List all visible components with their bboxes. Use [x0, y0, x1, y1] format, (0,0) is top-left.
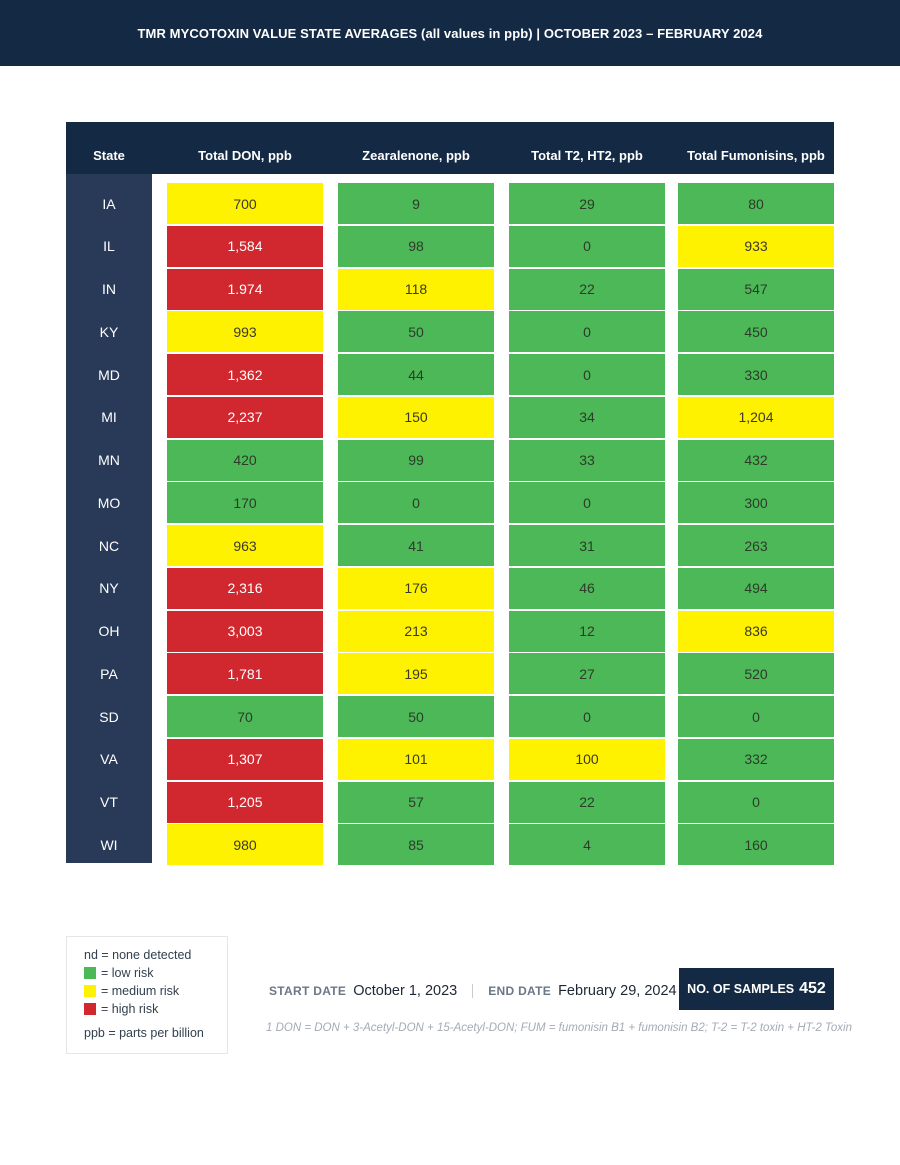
zearalenone-cell: 195: [338, 653, 494, 694]
state-cell: VA: [100, 751, 118, 768]
zearalenone-cell: 176: [338, 568, 494, 609]
zearalenone-cell: 9: [338, 183, 494, 224]
total-don-cell: 1,362: [167, 354, 323, 395]
total-don-cell: 70: [167, 696, 323, 737]
legend-medium-item: [84, 982, 227, 1000]
state-cell: NC: [98, 537, 120, 554]
t2-ht2-cell: 27: [509, 653, 665, 694]
total-don-cell: 993: [167, 311, 323, 352]
table-row: [66, 611, 834, 652]
total-don-cell: 1,584: [167, 226, 323, 267]
legend-low-item: [84, 964, 227, 982]
fumonisins-cell: 520: [678, 653, 834, 694]
zearalenone-cell: 101: [338, 739, 494, 780]
zearalenone-cell: 41: [338, 525, 494, 566]
legend-high-label: = high risk: [101, 1002, 159, 1016]
column-header-state: State: [93, 148, 125, 163]
fumonisins-cell: 330: [678, 354, 834, 395]
total-don-cell: 170: [167, 482, 323, 523]
t2-ht2-cell: 0: [509, 311, 665, 352]
fumonisins-cell: 432: [678, 440, 834, 481]
state-cell: MI: [101, 409, 117, 426]
state-cell: PA: [100, 665, 118, 682]
fumonisins-cell: 836: [678, 611, 834, 652]
medium-risk-swatch: [84, 985, 96, 997]
total-don-cell: 1,205: [167, 782, 323, 823]
high-risk-swatch: [84, 1003, 96, 1015]
page-title-banner: [0, 0, 900, 66]
zearalenone-cell: 50: [338, 311, 494, 352]
table-row: [66, 653, 834, 694]
total-don-cell: 1,781: [167, 653, 323, 694]
table-row: [66, 782, 834, 823]
table-header: [66, 122, 834, 174]
fumonisins-cell: 933: [678, 226, 834, 267]
t2-ht2-cell: 34: [509, 397, 665, 438]
state-cell: MN: [98, 452, 120, 468]
zearalenone-cell: 150: [338, 397, 494, 438]
table-row: [66, 226, 834, 267]
table-row: [66, 311, 834, 352]
t2-ht2-cell: 100: [509, 739, 665, 780]
total-don-cell: 1.974: [167, 269, 323, 310]
table-row: [66, 183, 834, 224]
t2-ht2-cell: 0: [509, 226, 665, 267]
total-don-cell: 1,307: [167, 739, 323, 780]
fumonisins-cell: 160: [678, 824, 834, 865]
zearalenone-cell: 99: [338, 440, 494, 481]
zearalenone-cell: 98: [338, 226, 494, 267]
table-row: [66, 440, 834, 481]
total-don-cell: 980: [167, 824, 323, 865]
total-don-cell: 3,003: [167, 611, 323, 652]
t2-ht2-cell: 33: [509, 440, 665, 481]
column-header-t2-ht2: Total T2, HT2, ppb: [531, 148, 643, 163]
total-don-cell: 700: [167, 183, 323, 224]
zearalenone-cell: 57: [338, 782, 494, 823]
footnote: 1 DON = DON + 3-Acetyl-DON + 15-Acetyl-DON; FUM = fumonisin B1 + fumonisin B2; T-2 = T-2 toxin + HT-2 Toxin: [266, 1022, 852, 1034]
fumonisins-cell: 263: [678, 525, 834, 566]
fumonisins-cell: 494: [678, 568, 834, 609]
total-don-cell: 963: [167, 525, 323, 566]
zearalenone-cell: 118: [338, 269, 494, 310]
fumonisins-cell: 300: [678, 482, 834, 523]
state-cell: WI: [100, 836, 118, 853]
t2-ht2-cell: 29: [509, 183, 665, 224]
table-row: [66, 824, 834, 865]
page-title: TMR MYCOTOXIN VALUE STATE AVERAGES (all values in ppb) | OCTOBER 2023 – FEBRUARY 2024: [137, 25, 763, 41]
total-don-cell: 420: [167, 440, 323, 481]
sample-count-badge: [679, 968, 834, 1010]
total-don-cell: 2,316: [167, 568, 323, 609]
sample-count-value: 452: [799, 980, 826, 997]
date-range: [269, 980, 677, 1002]
column-header-total-don: Total DON, ppb: [198, 148, 292, 163]
zearalenone-cell: 213: [338, 611, 494, 652]
legend-nd: nd = none detected: [84, 948, 192, 962]
fumonisins-cell: 547: [678, 269, 834, 310]
state-cell: IA: [102, 195, 116, 212]
low-risk-swatch: [84, 967, 96, 979]
table-row: [66, 739, 834, 780]
state-cell: NY: [99, 580, 119, 597]
zearalenone-cell: 85: [338, 824, 494, 865]
date-divider: [472, 984, 473, 998]
state-cell: IN: [102, 281, 116, 297]
t2-ht2-cell: 4: [509, 824, 665, 865]
state-cell: KY: [99, 323, 119, 340]
t2-ht2-cell: 12: [509, 611, 665, 652]
legend-high-item: [84, 1000, 227, 1018]
t2-ht2-cell: 31: [509, 525, 665, 566]
legend-low-label: = low risk: [101, 966, 154, 980]
t2-ht2-cell: 0: [509, 482, 665, 523]
t2-ht2-cell: 46: [509, 568, 665, 609]
start-date-value: October 1, 2023: [353, 983, 458, 999]
mycotoxin-table: [66, 122, 834, 853]
sample-count-label: NO. OF SAMPLES: [687, 982, 795, 996]
t2-ht2-cell: 0: [509, 696, 665, 737]
table-row: [66, 482, 834, 523]
state-cell: VT: [100, 794, 118, 810]
table-row: [66, 397, 834, 438]
fumonisins-cell: 1,204: [678, 397, 834, 438]
zearalenone-cell: 50: [338, 696, 494, 737]
state-cell: SD: [99, 708, 119, 725]
fumonisins-cell: 450: [678, 311, 834, 352]
column-header-zearalenone: Zearalenone, ppb: [362, 148, 470, 163]
fumonisins-cell: 0: [678, 782, 834, 823]
t2-ht2-cell: 22: [509, 782, 665, 823]
fumonisins-cell: 0: [678, 696, 834, 737]
table-row: [66, 696, 834, 737]
fumonisins-cell: 80: [678, 183, 834, 224]
legend-ppb: ppb = parts per billion: [84, 1026, 204, 1040]
table-row: [66, 269, 834, 310]
end-date-label: END DATE: [488, 984, 552, 998]
state-cell: MD: [98, 366, 120, 383]
table-row: [66, 568, 834, 609]
table-row: [66, 354, 834, 395]
end-date-value: February 29, 2024: [558, 983, 677, 999]
t2-ht2-cell: 22: [509, 269, 665, 310]
state-cell: MO: [97, 494, 121, 511]
state-cell: OH: [98, 623, 120, 639]
state-cell: IL: [103, 238, 115, 255]
zearalenone-cell: 44: [338, 354, 494, 395]
t2-ht2-cell: 0: [509, 354, 665, 395]
total-don-cell: 2,237: [167, 397, 323, 438]
fumonisins-cell: 332: [678, 739, 834, 780]
table-row: [66, 525, 834, 566]
legend-medium-label: = medium risk: [101, 984, 180, 998]
risk-legend: [66, 936, 228, 1054]
start-date-label: START DATE: [269, 984, 347, 998]
column-header-fumonisins: Total Fumonisins, ppb: [687, 148, 825, 163]
zearalenone-cell: 0: [338, 482, 494, 523]
